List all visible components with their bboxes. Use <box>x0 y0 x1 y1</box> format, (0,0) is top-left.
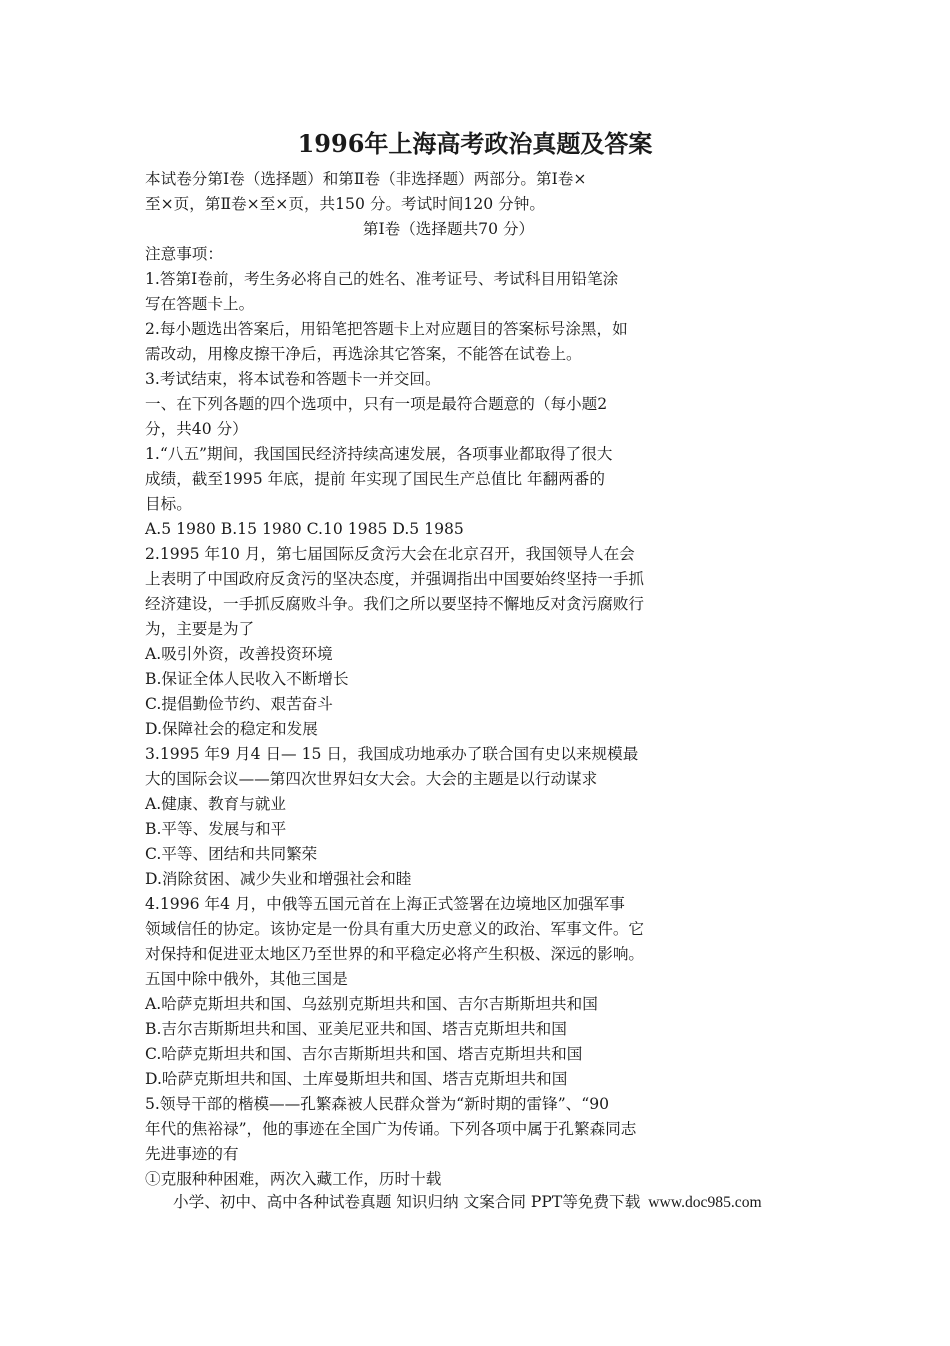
text-line: D.哈萨克斯坦共和国、土库曼斯坦共和国、塔吉克斯坦共和国 <box>145 1070 568 1088</box>
text-line: 需改动，用橡皮擦干净后，再选涂其它答案，不能答在试卷上。 <box>145 345 582 363</box>
text-line: 大的国际会议——第四次世界妇女大会。大会的主题是以行动谋求 <box>145 770 598 788</box>
text-line: 经济建设，一手抓反腐败斗争。我们之所以要坚持不懈地反对贪污腐败行 <box>145 595 645 613</box>
text-line: B.吉尔吉斯斯坦共和国、亚美尼亚共和国、塔吉克斯坦共和国 <box>145 1020 567 1038</box>
text-line: D.消除贫困、减少失业和增强社会和睦 <box>145 870 412 888</box>
text-line: ①克服种种困难，两次入藏工作，历时十载 <box>145 1170 442 1188</box>
text-line: A.5 1980 B.15 1980 C.10 1985 D.5 1985 <box>145 520 464 538</box>
text-line: A.健康、教育与就业 <box>145 795 286 813</box>
document-title: 1996年上海高考政治真题及答案 <box>297 129 653 158</box>
text-line: 本试卷分第Ⅰ卷（选择题）和第Ⅱ卷（非选择题）两部分。第Ⅰ卷× <box>145 170 587 188</box>
footer-website-link[interactable]: www.doc985.com <box>648 1194 762 1211</box>
text-line: B.平等、发展与和平 <box>145 820 287 838</box>
document-body <box>145 167 690 1192</box>
text-line: 为，主要是为了 <box>145 620 255 638</box>
text-line: 五国中除中俄外，其他三国是 <box>145 970 348 988</box>
text-line: A.哈萨克斯坦共和国、乌兹别克斯坦共和国、吉尔吉斯斯坦共和国 <box>145 995 598 1013</box>
text-line: 至×页，第Ⅱ卷×至×页，共150 分。考试时间120 分钟。 <box>145 195 545 213</box>
text-line: C.哈萨克斯坦共和国、吉尔吉斯斯坦共和国、塔吉克斯坦共和国 <box>145 1045 583 1063</box>
text-line: 注意事项： <box>145 245 223 263</box>
text-line: 上表明了中国政府反贪污的坚决态度，并强调指出中国要始终坚持一手抓 <box>145 570 645 588</box>
footer-banner <box>173 1190 762 1215</box>
text-line: B.保证全体人民收入不断增长 <box>145 670 349 688</box>
text-line: 2.1995 年10 月，第七届国际反贪污大会在北京召开，我国领导人在会 <box>145 545 635 563</box>
text-line: 成绩，截至1995 年底，提前 年实现了国民生产总值比 年翻两番的 <box>145 470 605 488</box>
text-line: 1.“八五”期间，我国国民经济持续高速发展，各项事业都取得了很大 <box>145 445 613 463</box>
text-line: D.保障社会的稳定和发展 <box>145 720 318 738</box>
text-line: 目标。 <box>145 495 192 513</box>
text-line: 先进事迹的有 <box>145 1145 239 1163</box>
text-line: 3.1995 年9 月4 日— 15 日，我国成功地承办了联合国有史以来规模最 <box>145 745 639 763</box>
section-heading: 第Ⅰ卷（选择题共70 分） <box>362 220 535 238</box>
text-line: 领域信任的协定。该协定是一份具有重大历史意义的政治、军事文件。它 <box>145 920 645 938</box>
text-line: 4.1996 年4 月，中俄等五国元首在上海正式签署在边境地区加强军事 <box>145 895 625 913</box>
text-line: 对保持和促进亚太地区乃至世界的和平稳定必将产生积极、深远的影响。 <box>145 945 645 963</box>
text-line: 5.领导干部的楷模——孔繁森被人民群众誉为“新时期的雷锋”、“90 <box>145 1095 610 1113</box>
text-line: C.提倡勤俭节约、艰苦奋斗 <box>145 695 333 713</box>
text-line: 2.每小题选出答案后，用铅笔把答题卡上对应题目的答案标号涂黑，如 <box>145 320 628 338</box>
text-line: 3.考试结束，将本试卷和答题卡一并交回。 <box>145 370 441 388</box>
text-line: A.吸引外资，改善投资环境 <box>145 645 333 663</box>
text-line: 年代的焦裕禄”，他的事迹在全国广为传诵。下列各项中属于孔繁森同志 <box>145 1120 637 1138</box>
text-line: 写在答题卡上。 <box>145 295 255 313</box>
text-line: 1.答第Ⅰ卷前，考生务必将自己的姓名、准考证号、考试科目用铅笔涂 <box>145 270 619 288</box>
footer-text: 小学、初中、高中各种试卷真题 知识归纳 文案合同 PPT等免费下载 <box>173 1193 641 1211</box>
text-line: 一、在下列各题的四个选项中，只有一项是最符合题意的（每小题2 <box>145 395 608 413</box>
text-line: C.平等、团结和共同繁荣 <box>145 845 318 863</box>
text-line: 分，共40 分） <box>145 420 248 438</box>
